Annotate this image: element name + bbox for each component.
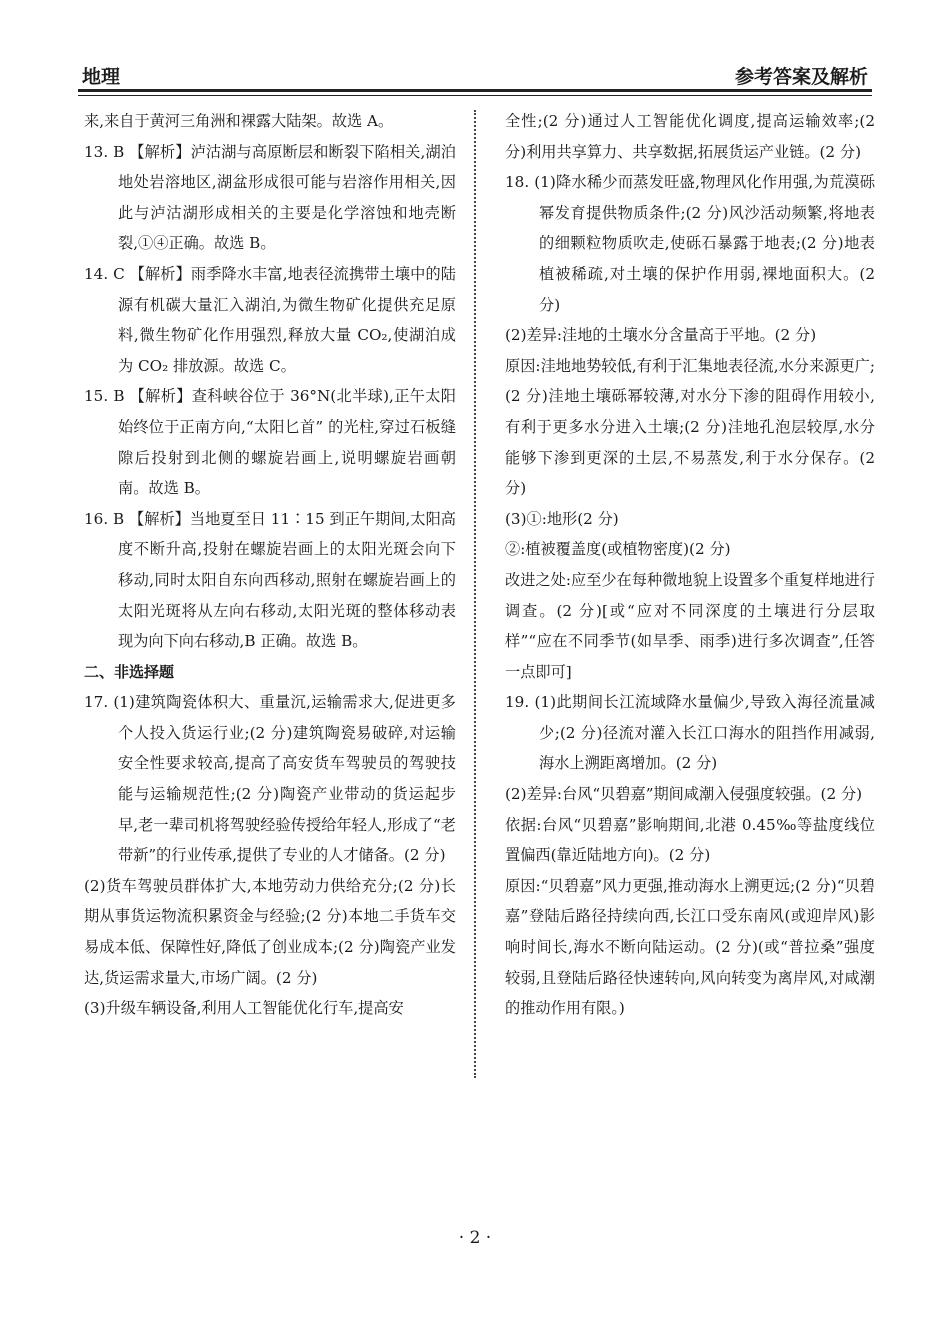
right-column bbox=[505, 106, 875, 1024]
section-heading: 二、非选择题 bbox=[84, 662, 175, 681]
paragraph: (3)升级车辆设备,利用人工智能优化行车,提高安 bbox=[84, 999, 404, 1018]
answer-item: 18. (1)降水稀少而蒸发旺盛,物理风化作用强,为荒漠砾幂发育提供物质条件;(2 分)风沙活动频繁,将地表的细颗粒物质吹走,使砾石暴露于地表;(2 分)地表植被稀疏,对土壤的保护作用弱,裸地面积大。(2 分) bbox=[505, 173, 875, 314]
column-divider bbox=[474, 110, 476, 1078]
paragraph: ②:植被覆盖度(或植物密度)(2 分) bbox=[505, 540, 731, 559]
paragraph: (2)差异:台风“贝碧嘉”期间咸潮入侵强度较强。(2 分) bbox=[505, 785, 863, 804]
answer-item: 15. B 【解析】查科峡谷位于 36°N(北半球),正午太阳始终位于正南方向,“太阳匕首” 的光柱,穿过石板缝隙后投射到北侧的螺旋岩画上,说明螺旋岩画朝南。故选 B。 bbox=[84, 387, 456, 498]
paragraph: 原因:洼地地势较低,有利于汇集地表径流,水分来源更广;(2 分)洼地土壤砾幂较薄,对水分下渗的阻碍作用较小,有利于更多水分进入土壤;(2 分)洼地孔泡层较厚,水分能够下渗到更深的土层,不易蒸发,利于水分保存。(2 分) bbox=[505, 356, 875, 498]
paragraph: (2)货车驾驶员群体扩大,本地劳动力供给充分;(2 分)长期从事货运物流积累资金与经验;(2 分)本地二手货车交易成本低、保障性好,降低了创业成本;(2 分)陶瓷产业发达,货运需求量大,市场广阔。(2 分) bbox=[84, 876, 456, 987]
answer-item: 16. B 【解析】当地夏至日 11∶15 到正午期间,太阳高度不断升高,投射在螺旋岩画上的太阳光斑会向下移动,同时太阳自东向西移动,照射在螺旋岩画上的太阳光斑将从左向右移动,太阳光斑的整体移动表现为向下向右移动,B 正确。故选 B。 bbox=[84, 509, 456, 651]
answer-item: 17. (1)建筑陶瓷体积大、重量沉,运输需求大,促进更多个人投入货运行业;(2 分)建筑陶瓷易破碎,对运输安全性要求较高,提高了高安货车驾驶员的驾驶技能与运输规范性;(2 分)陶瓷产业带动的货运起步早,老一辈司机将驾驶经验传授给年轻人,形成了“老带新”的行业传承,提供了专业的人才储备。(2 分) bbox=[84, 693, 456, 865]
header-title: 参考答案及解析 bbox=[734, 66, 868, 88]
paragraph: 全性;(2 分)通过人工智能优化调度,提高运输效率;(2 分)利用共享算力、共享数据,拓展货运产业链。(2 分) bbox=[505, 112, 875, 161]
page-number: · 2 · bbox=[458, 1228, 492, 1248]
page-header bbox=[78, 58, 872, 92]
paragraph: 原因:“贝碧嘉”风力更强,推动海水上溯更远;(2 分)“贝碧嘉”登陆后路径持续向西,长江口受东南风(或迎岸风)影响时间长,海水不断向陆运动。(2 分)(或“普拉桑”强度较弱,且登陆后路径快速转向,风向转变为离岸风,对咸潮的推动作用有限。) bbox=[505, 876, 875, 1018]
answer-item: 19. (1)此期间长江流域降水量偏少,导致入海径流量减少;(2 分)径流对灌入长江口海水的阻挡作用减弱,海水上溯距离增加。(2 分) bbox=[505, 693, 875, 773]
paragraph: 依据:台风“贝碧嘉”影响期间,北港 0.45‰等盐度线位置偏西(靠近陆地方向)。(2 分) bbox=[505, 815, 875, 865]
left-column bbox=[84, 106, 456, 1024]
answer-item: 14. C 【解析】雨季降水丰富,地表径流携带土壤中的陆源有机碳大量汇入湖泊,为微生物矿化提供充足原料,微生物矿化作用强烈,释放大量 CO₂,使湖泊成为 CO₂ 排放源。故选 C。 bbox=[84, 264, 456, 375]
subject-label: 地理 bbox=[82, 66, 121, 88]
paragraph: 改进之处:应至少在每种微地貌上设置多个重复样地进行调查。(2 分)[或“应对不同深度的土壤进行分层取样”“应在不同季节(如旱季、雨季)进行多次调查”,任答一点即可] bbox=[505, 570, 875, 681]
paragraph: (2)差异:洼地的土壤水分含量高于平地。(2 分) bbox=[505, 326, 817, 345]
answer-item: 13. B 【解析】泸沽湖与高原断层和断裂下陷相关,湖泊地处岩溶地区,湖盆形成很可能与岩溶作用相关,因此与泸沽湖形成相关的主要是化学溶蚀和地壳断裂,①④正确。故选 B。 bbox=[84, 142, 456, 253]
header-rule-thin bbox=[78, 95, 872, 96]
header-rule bbox=[78, 89, 872, 92]
paragraph: (3)①:地形(2 分) bbox=[505, 509, 619, 528]
paragraph: 来,来自于黄河三角洲和裸露大陆架。故选 A。 bbox=[84, 112, 394, 130]
